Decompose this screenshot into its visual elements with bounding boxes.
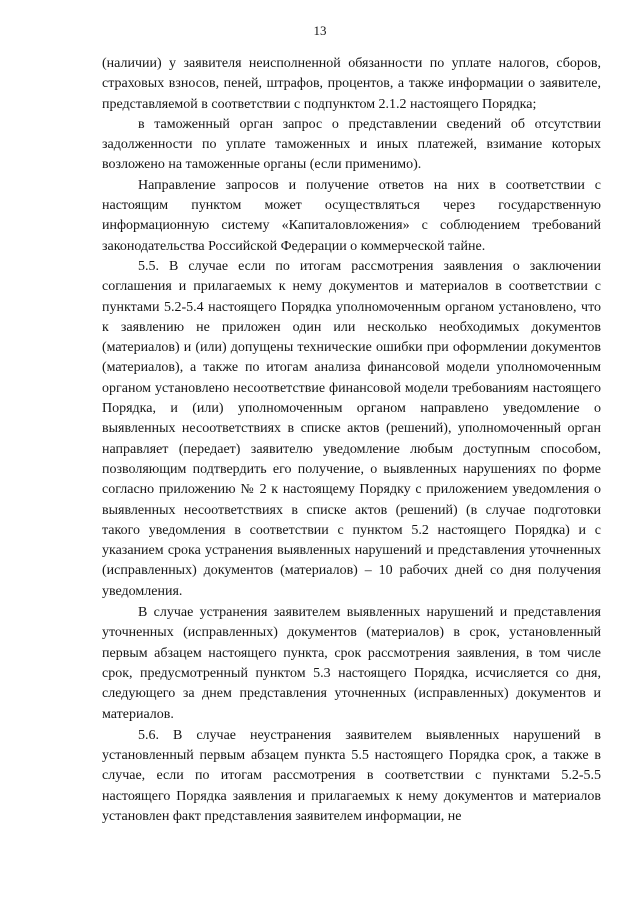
page-number: 13 bbox=[313, 23, 327, 38]
paragraph-clause-5-5: 5.5. В случае если по итогам рассмотрения заявления о заключении соглашения и прилагаемых к нему документов и материалов в соответствии с пунктами 5.2-5.4 настоящего Порядка уполномоченным органом установлено, что к заявлению не приложен один или несколько необходимых документов (материалов) и (или) допущены технические ошибки при оформлении документов (материалов), а также по итогам анализа финансовой модели уполномоченным органом установлено несоответствие финансовой модели требованиям настоящего Порядка, и (или) уполномоченным органом направлено уведомление о выявленных несоответствиях в списке актов (решений), уполномоченный орган направляет (передает) заявителю уведомление любым доступным способом, позволяющим подтвердить его получение, о выявленных нарушениях по форме согласно приложению № 2 к настоящему Порядку с приложением уведомления о выявленных несоответствиях в списке актов (решений) (в случае подготовки такого уведомления в соответствии с пунктом 5.2 настоящего Порядка) и с указанием срока устранения выявленных нарушений и представления уточненных (исправленных) документов (материалов) – 10 рабочих дней со дня получения уведомления. bbox=[102, 258, 601, 599]
paragraph-clause-5-5-correction: В случае устранения заявителем выявленных нарушений и представления уточненных (исправленных) документов (материалов) в срок, установленный первым абзацем настоящего пункта, срок рассмотрения заявления, в том числе срок, предусмотренный пунктом 5.3 настоящего Порядка, исчисляется со дня, следующего за днем представления уточненных (исправленных) документов и материалов. bbox=[102, 605, 601, 722]
paragraph-tax-info-continuation: (наличии) у заявителя неисполненной обязанности по уплате налогов, сборов, страховых взносов, пеней, штрафов, процентов, а также информации о заявителе, представляемой в соответствии с подпунктом 2.1.2 настоящего Порядка; bbox=[102, 56, 601, 112]
body-text bbox=[102, 54, 601, 827]
paragraph-clause-5-6: 5.6. В случае неустранения заявителем выявленных нарушений в установленный первым абзацем пункта 5.5 настоящего Порядка срок, а также в случае, если по итогам рассмотрения в соответствии с пунктами 5.2-5.5 настоящего Порядка заявления и прилагаемых к нему документов и материалов установлен факт представления заявителем информации, не bbox=[102, 727, 601, 824]
paragraph-information-system: Направление запросов и получение ответов на них в соответствии с настоящим пунктом может осуществляться через государственную информационную систему «Капиталовложения» с соблюдением требований законодательства Российской Федерации о коммерческой тайне. bbox=[102, 177, 601, 254]
paragraph-customs-request: в таможенный орган запрос о представлении сведений об отсутствии задолженности по уплате таможенных и иных платежей, взимание которых возложено на таможенные органы (если применимо). bbox=[102, 116, 601, 173]
